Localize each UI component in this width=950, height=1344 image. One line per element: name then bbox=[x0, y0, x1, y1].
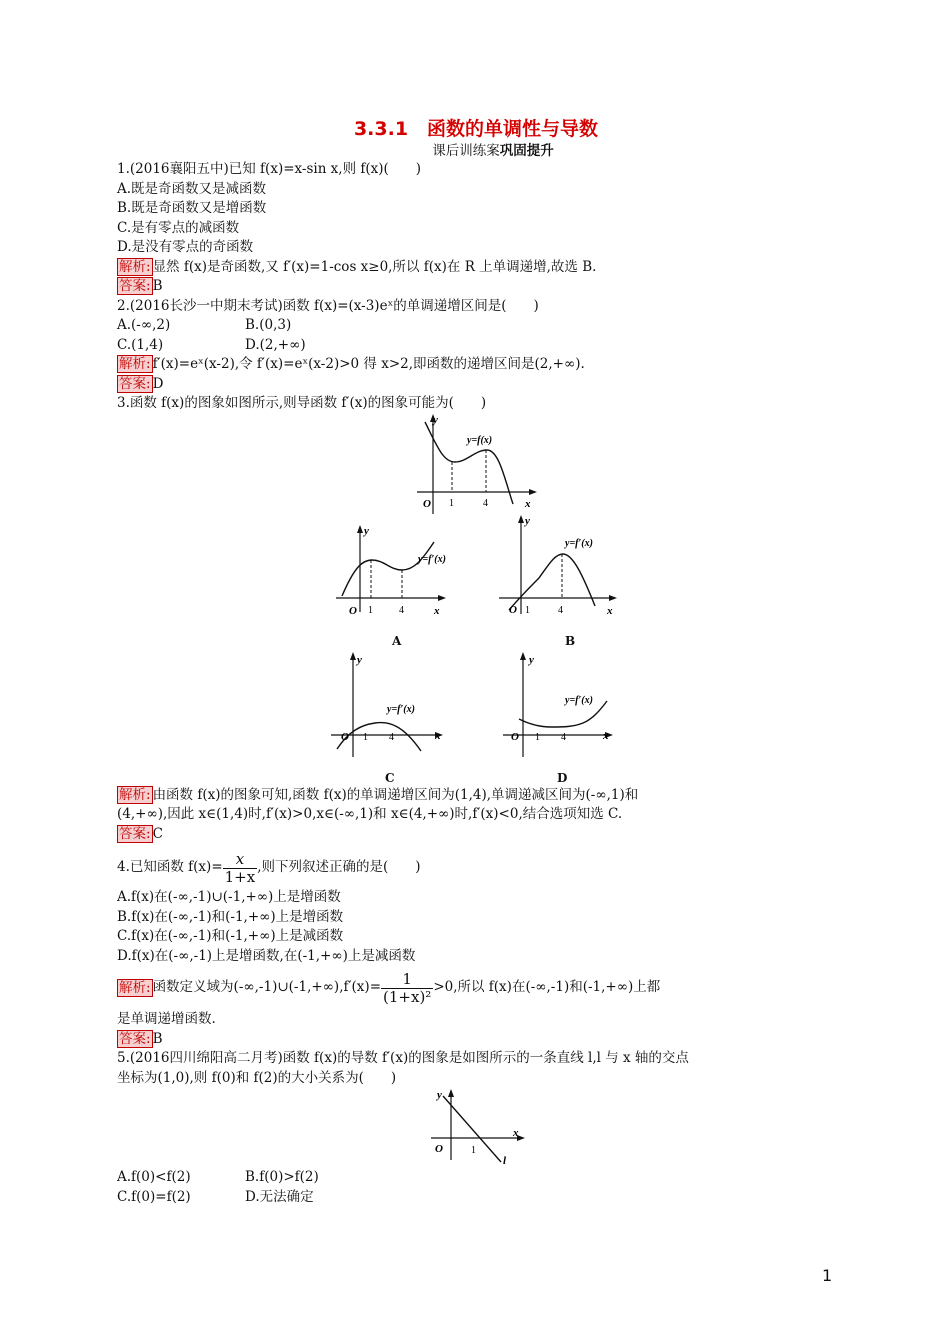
option-c: C.是有零点的减函数 bbox=[117, 219, 240, 236]
graph-option-b bbox=[495, 514, 625, 624]
options-row bbox=[117, 336, 837, 356]
answer-line bbox=[117, 1030, 837, 1050]
answer-tag: 答案: bbox=[119, 825, 151, 842]
x-axis-label: x bbox=[603, 729, 609, 742]
option-b: B.f(0)>f(2) bbox=[245, 1169, 319, 1185]
stem-pre: 4.已知函数 f(x)= bbox=[117, 859, 223, 876]
subtitle-bold: 巩固提升 bbox=[499, 143, 554, 159]
q5-figure bbox=[117, 1088, 837, 1168]
tick-1: 1 bbox=[368, 604, 373, 616]
fraction bbox=[381, 971, 433, 1006]
curve-label: y=f(x) bbox=[467, 434, 493, 446]
graph-option-d bbox=[499, 651, 624, 761]
answer-line bbox=[117, 825, 837, 845]
origin-label: O bbox=[509, 603, 517, 616]
analysis-line-2: 是单调递增函数. bbox=[117, 1011, 216, 1027]
option-d: D.(2,+∞) bbox=[245, 336, 306, 353]
answer-text: B bbox=[152, 278, 163, 294]
y-axis-label: y bbox=[529, 653, 534, 666]
origin-label: O bbox=[423, 497, 431, 510]
question-stem: 2.(2016长沙一中期末考试)函数 f(x)=(x-3)eˣ的单调递增区间是( ) bbox=[117, 297, 539, 314]
tick-4: 4 bbox=[399, 604, 404, 616]
y-axis-label: y bbox=[364, 524, 369, 537]
analysis-line bbox=[117, 258, 837, 278]
curve-label: y=f′(x) bbox=[418, 553, 446, 565]
x-axis-label: x bbox=[525, 497, 531, 510]
option-d: D.f(x)在(-∞,-1)上是增函数,在(-1,+∞)上是减函数 bbox=[117, 947, 416, 964]
analysis-line bbox=[117, 786, 837, 806]
question-stem: 1.(2016襄阳五中)已知 f(x)=x-sin x,则 f(x)( ) bbox=[117, 161, 422, 177]
fraction-denominator: 1+x bbox=[224, 867, 256, 886]
options-row bbox=[117, 1188, 837, 1208]
origin-label: O bbox=[349, 604, 357, 617]
answer-tag: 答案: bbox=[119, 1030, 151, 1047]
analysis-tag: 解析: bbox=[119, 258, 151, 275]
analysis-tag: 解析: bbox=[119, 356, 151, 372]
answer-text: B bbox=[152, 1030, 163, 1047]
answer-text: C bbox=[152, 825, 163, 842]
question-2 bbox=[117, 297, 837, 395]
origin-label: O bbox=[435, 1143, 443, 1155]
curve-label: y=f′(x) bbox=[565, 694, 593, 706]
option-b: B.f(x)在(-∞,-1)和(-1,+∞)上是增函数 bbox=[117, 908, 344, 925]
curve-label: y=f′(x) bbox=[565, 537, 593, 549]
x-axis-label: x bbox=[513, 1127, 519, 1139]
y-axis-label: y bbox=[357, 653, 362, 666]
x-axis-label: x bbox=[435, 729, 441, 742]
curve-label: y=f′(x) bbox=[387, 703, 415, 715]
tick-4: 4 bbox=[558, 604, 563, 616]
origin-label: O bbox=[511, 730, 519, 743]
analysis-pre: 函数定义域为(-∞,-1)∪(-1,+∞),f′(x)= bbox=[152, 979, 382, 996]
page-number: 1 bbox=[822, 1266, 833, 1285]
option-a: A.既是奇函数又是减函数 bbox=[117, 180, 267, 197]
page-content bbox=[117, 116, 837, 1207]
fraction-numerator: x bbox=[235, 849, 245, 868]
x-axis-label: x bbox=[434, 604, 440, 617]
graph-option-a bbox=[332, 524, 452, 624]
option-a: A.f(0)<f(2) bbox=[117, 1169, 191, 1185]
analysis-line-2: (4,+∞),因此 x∈(1,4)时,f′(x)>0,x∈(-∞,1)和 x∈(4,+∞)时,f′(x)<0,结合选项知选 C. bbox=[117, 806, 623, 822]
y-axis-label: y bbox=[437, 1089, 442, 1101]
y-axis-label: y bbox=[433, 413, 438, 426]
tick-4: 4 bbox=[483, 497, 488, 509]
option-c: C.f(x)在(-∞,-1)和(-1,+∞)上是减函数 bbox=[117, 928, 344, 944]
option-b: B.既是奇函数又是增函数 bbox=[117, 200, 267, 216]
fraction-denominator: (1+x)² bbox=[383, 987, 432, 1006]
analysis-line bbox=[117, 966, 837, 1010]
option-label-a: A bbox=[392, 633, 402, 648]
line-label: l bbox=[503, 1155, 507, 1167]
tick-4: 4 bbox=[561, 731, 566, 743]
option-b: B.(0,3) bbox=[245, 317, 292, 333]
analysis-tag: 解析: bbox=[119, 786, 151, 803]
option-a: A.f(x)在(-∞,-1)∪(-1,+∞)上是增函数 bbox=[117, 889, 341, 905]
analysis-text: f′(x)=eˣ(x-2),令 f′(x)=eˣ(x-2)>0 得 x>2,即函数的递增区间是(2,+∞). bbox=[152, 356, 585, 372]
tick-1: 1 bbox=[471, 1145, 476, 1156]
page-subtitle bbox=[149, 142, 837, 160]
tick-1: 1 bbox=[363, 731, 368, 743]
answer-text: D bbox=[152, 375, 164, 392]
page-title: 3.3.1 函数的单调性与导数 bbox=[353, 118, 599, 140]
tick-4: 4 bbox=[389, 731, 394, 743]
option-label-d: D bbox=[557, 770, 568, 785]
analysis-text: 由函数 f(x)的图象可知,函数 f(x)的单调递增区间为(1,4),单调递减区间为(-∞,1)和 bbox=[152, 786, 639, 803]
question-stem: 3.函数 f(x)的图象如图所示,则导函数 f′(x)的图象可能为( ) bbox=[117, 395, 487, 411]
subtitle-plain: 课后训练案 bbox=[432, 143, 500, 159]
analysis-tag: 解析: bbox=[119, 980, 151, 996]
options-row bbox=[117, 1168, 837, 1188]
option-c: C.(1,4) bbox=[117, 336, 164, 353]
answer-tag: 答案: bbox=[119, 375, 151, 392]
option-a: A.(-∞,2) bbox=[117, 317, 171, 333]
y-axis-label: y bbox=[525, 514, 530, 527]
origin-label: O bbox=[341, 730, 349, 743]
tick-1: 1 bbox=[535, 731, 540, 743]
answer-tag: 答案: bbox=[119, 278, 151, 294]
option-label-b: B bbox=[565, 633, 576, 648]
tick-1: 1 bbox=[449, 497, 454, 509]
question-stem: 5.(2016四川绵阳高二月考)函数 f(x)的导数 f′(x)的图象是如图所示的一条直线 l,l 与 x 轴的交点 bbox=[117, 1050, 689, 1066]
question-1 bbox=[117, 160, 837, 297]
option-label-c: C bbox=[385, 770, 395, 785]
option-d: D.无法确定 bbox=[245, 1188, 314, 1205]
question-3 bbox=[117, 394, 837, 844]
option-d: D.是没有零点的奇函数 bbox=[117, 239, 254, 255]
question-5 bbox=[117, 1049, 837, 1207]
options-row bbox=[117, 316, 837, 336]
x-axis-label: x bbox=[607, 604, 613, 617]
question-stem bbox=[117, 848, 837, 888]
fraction-numerator: 1 bbox=[402, 969, 412, 988]
graph-line-l bbox=[427, 1088, 537, 1168]
analysis-line bbox=[117, 355, 837, 375]
question-stem-2: 坐标为(1,0),则 f(0)和 f(2)的大小关系为( ) bbox=[117, 1069, 397, 1086]
question-4 bbox=[117, 848, 837, 1049]
stem-post: ,则下列叙述正确的是( ) bbox=[257, 859, 421, 876]
analysis-text: 显然 f(x)是奇函数,又 f′(x)=1-cos x≥0,所以 f(x)在 R 上单调递增,故选 B. bbox=[152, 258, 597, 275]
option-c: C.f(0)=f(2) bbox=[117, 1188, 191, 1205]
graph-option-c bbox=[327, 651, 452, 761]
answer-line bbox=[117, 277, 837, 297]
analysis-post: >0,所以 f(x)在(-∞,-1)和(-1,+∞)上都 bbox=[433, 979, 661, 996]
fraction bbox=[223, 851, 258, 886]
q3-figures bbox=[117, 414, 837, 786]
tick-1: 1 bbox=[525, 604, 530, 616]
answer-line bbox=[117, 375, 837, 395]
